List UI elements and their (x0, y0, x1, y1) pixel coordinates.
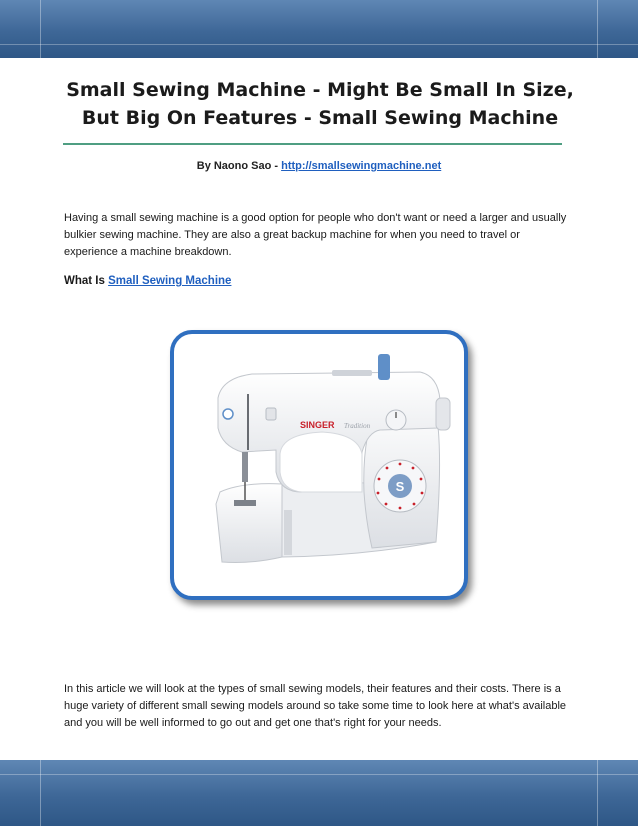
machine-arch (280, 432, 362, 492)
section-heading-link[interactable]: Small Sewing Machine (108, 275, 232, 287)
closing-paragraph: In this article we will look at the types of small sewing models, their features and their costs. There is a huge variety of different small sewing models around so take some time to look here at what's available and you will be well informed to go out and get one that's right for your needs. (64, 683, 567, 729)
reverse-button (266, 408, 276, 420)
band-divider (597, 760, 598, 826)
band-divider (597, 0, 598, 58)
spool-pin (332, 370, 372, 376)
sewing-machine-image (182, 342, 456, 588)
machine-base-left (216, 484, 282, 563)
thread-spool (378, 354, 390, 380)
title-divider (63, 143, 562, 145)
page-title: Small Sewing Machine - Might Be Small In Size, But Big On Features - Small Sewing Machine (66, 79, 574, 129)
intro-paragraph: Having a small sewing machine is a good option for people who don't want or need a larger and usually bulkier sewing machine. They are also a great backup machine for when you need to travel or experience a machine breakdown. (64, 212, 567, 258)
footer-band (0, 760, 638, 826)
model-name: Tradition (344, 422, 371, 430)
section-heading-prefix: What Is (64, 275, 109, 287)
header-band (0, 0, 638, 58)
band-divider (40, 0, 41, 58)
dial-letter: S (395, 479, 405, 494)
brand-logo: SINGER (300, 420, 335, 430)
base-seam (284, 510, 292, 555)
byline (0, 160, 638, 172)
band-divider (0, 774, 638, 775)
byline-author: By Naono Sao - (196, 160, 282, 172)
needle-bar (242, 452, 248, 482)
band-divider (0, 44, 638, 45)
byline-link[interactable]: http://smallsewingmachine.net (281, 160, 442, 172)
handwheel (436, 398, 450, 430)
emblem-icon (223, 409, 233, 419)
section-heading (64, 275, 231, 287)
band-divider (40, 760, 41, 826)
presser-foot (234, 500, 256, 506)
product-image-frame (170, 330, 468, 600)
